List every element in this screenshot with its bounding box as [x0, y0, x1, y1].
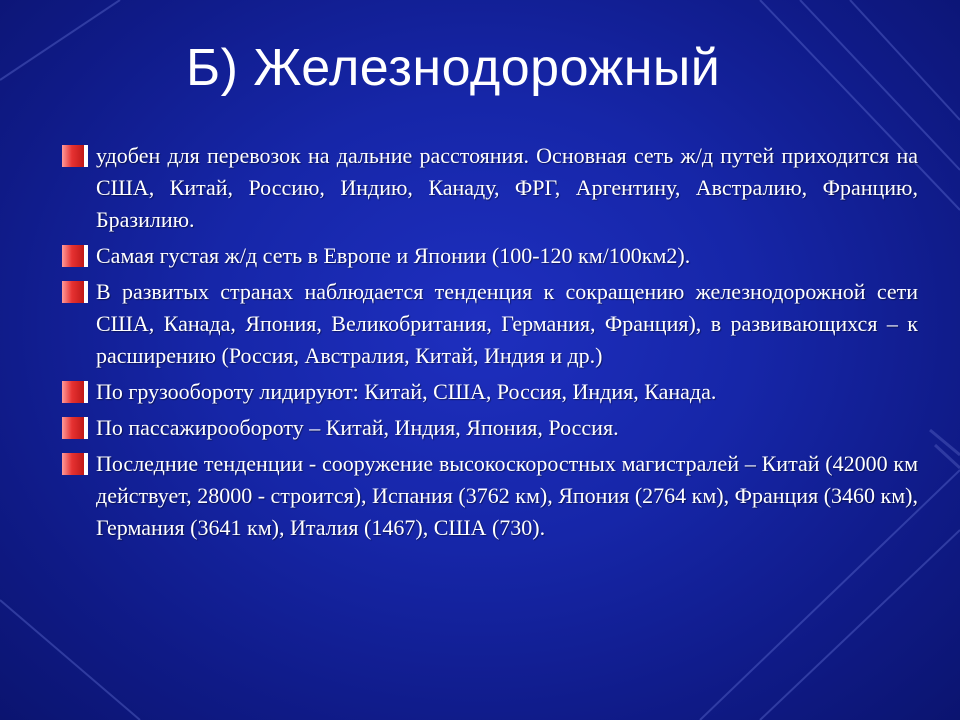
bullet-text: удобен для перевозок на дальние расстояния. Основная сеть ж/д путей приходится на США, Китай, Россию, Индию, Канаду, ФРГ, Аргентину, Австралию, Францию, Бразилию.: [96, 143, 918, 232]
bullet-text: Самая густая ж/д сеть в Европе и Японии (100-120 км/100км2).: [96, 243, 691, 268]
bullet-square-icon: [58, 143, 88, 167]
slide-title: Б) Железнодорожный: [186, 39, 721, 97]
bullet-text: По грузообороту лидируют: Китай, США, Россия, Индия, Канада.: [96, 379, 717, 404]
bullet-item: [58, 376, 918, 408]
bullet-item: [58, 140, 918, 236]
bullet-square-icon: [58, 279, 88, 303]
bullet-item: [58, 276, 918, 372]
bullet-item: [58, 412, 918, 444]
bullet-item: [58, 448, 918, 544]
bullet-text: В развитых странах наблюдается тенденция к сокращению железнодорожной сети США, Канада, Япония, Великобритания, Германия, Франция), в развивающихся – к расширению (Россия, Австралия, Китай, Индия и др.): [96, 279, 918, 368]
bullet-item: [58, 240, 918, 272]
bullet-square-icon: [58, 451, 88, 475]
bullet-text: Последние тенденции - сооружение высокоскоростных магистралей – Китай (42000 км действует, 28000 - строится), Испания (3762 км), Япония (2764 км), Франция (3460 км), Германия (3641 км), Италия (1467), США (730).: [96, 451, 918, 540]
bullet-square-icon: [58, 415, 88, 439]
bullet-text: По пассажирообороту – Китай, Индия, Япония, Россия.: [96, 415, 619, 440]
bullet-list: [58, 140, 918, 548]
bullet-square-icon: [58, 243, 88, 267]
bullet-square-icon: [58, 379, 88, 403]
